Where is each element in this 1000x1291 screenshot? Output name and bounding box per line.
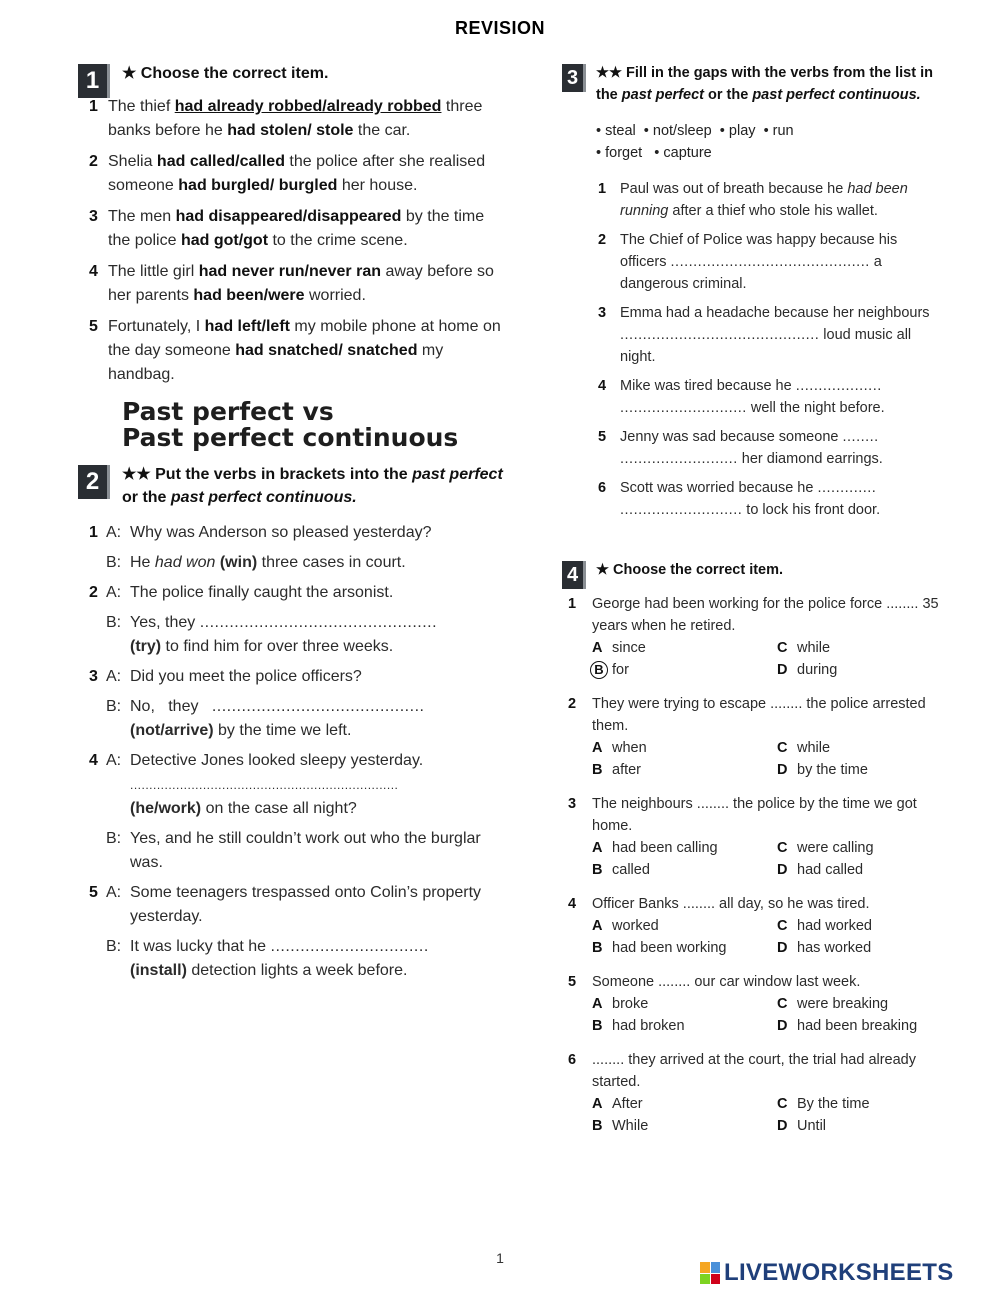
- verb-prompt: (he/work): [130, 800, 202, 817]
- option-text: since: [612, 640, 646, 656]
- list-item: [78, 95, 510, 143]
- verb-list-line: • forget • capture: [596, 145, 712, 161]
- option-a[interactable]: [592, 993, 777, 1015]
- item-text: The Chief of Police was happy because his officers: [620, 232, 898, 270]
- example-answer: had been running: [620, 181, 908, 219]
- option-text: had called: [797, 862, 864, 878]
- exercise-2-heading: [78, 463, 510, 509]
- item-text: The thief: [108, 98, 175, 115]
- page-number: 1: [496, 1250, 504, 1266]
- section-title: [122, 399, 510, 451]
- option-c[interactable]: [777, 637, 947, 659]
- option-d[interactable]: [777, 759, 947, 781]
- question-number: 2: [568, 696, 577, 712]
- item-text: to the crime scene.: [268, 232, 408, 249]
- dialogue-text: Yes, they: [130, 614, 200, 631]
- option-text: had been breaking: [797, 1018, 918, 1034]
- option-text: broke: [612, 996, 649, 1012]
- option-letter: D: [777, 862, 788, 878]
- exercise-4-heading: [562, 559, 944, 586]
- item-number: 1: [89, 98, 98, 115]
- dialogue-line: [78, 551, 510, 575]
- item-number: 5: [89, 884, 98, 901]
- option-d[interactable]: [777, 859, 947, 881]
- dialogue-text: It was lucky that he: [130, 938, 271, 955]
- list-item: [562, 477, 944, 521]
- exercise-3-number-badge: 3: [562, 64, 586, 92]
- option-d[interactable]: [777, 659, 947, 681]
- item-text: Shelia: [108, 153, 157, 170]
- item-number: 6: [598, 480, 607, 496]
- option-c[interactable]: [777, 737, 947, 759]
- verb-prompt: (install): [130, 962, 187, 979]
- exercise-3-heading: [562, 62, 944, 106]
- dialogue-text: detection lights a week before.: [186, 962, 408, 979]
- answer-choice[interactable]: had been/were: [193, 287, 305, 304]
- answer-choice[interactable]: had stolen/ stole: [227, 122, 354, 139]
- option-text: while: [797, 740, 831, 756]
- item-number: 4: [598, 378, 607, 394]
- item-text: a dangerous criminal.: [620, 254, 882, 292]
- question: [562, 971, 944, 1037]
- option-letter: C: [777, 840, 788, 856]
- option-letter: C: [777, 740, 788, 756]
- item-text: Paul was out of breath because he: [620, 181, 848, 197]
- section-title-line: Past perfect continuous: [122, 423, 459, 452]
- answer-blank[interactable]: ........ ..........................: [620, 429, 879, 467]
- answer-choice[interactable]: had never run/never ran: [198, 263, 381, 280]
- speaker-label: B:: [106, 614, 122, 631]
- answer-blank[interactable]: ................................: [270, 938, 429, 955]
- item-text: my mobile phone at home on the day someone: [108, 318, 501, 359]
- item-text: Jenny was sad because someone: [620, 429, 843, 445]
- exercise-3-items: [562, 178, 944, 521]
- option-letter: D: [777, 1118, 788, 1134]
- question-text: They were trying to escape ........ the police arrested them.: [592, 696, 926, 734]
- dialogue-line: [78, 749, 510, 821]
- item-number: 3: [89, 208, 98, 225]
- item-text: her house.: [337, 177, 418, 194]
- option-text: while: [797, 640, 831, 656]
- item-text: after a thief who stole his wallet.: [668, 203, 878, 219]
- list-item: [78, 150, 510, 198]
- answer-blank[interactable]: ................... ............................: [620, 378, 882, 416]
- item-number: 5: [598, 429, 607, 445]
- verb-list: [596, 120, 944, 164]
- answer-choice[interactable]: had called/called: [156, 153, 285, 170]
- speaker-label: B:: [106, 830, 122, 847]
- item-number: 4: [89, 752, 98, 769]
- item-text: The men: [108, 208, 176, 225]
- verb-prompt: (try): [130, 638, 162, 655]
- option-text: had worked: [797, 918, 872, 934]
- verb-prompt: (not/arrive): [130, 722, 214, 739]
- exercise-2-instruction-italic: past perfect: [412, 466, 503, 483]
- dialogue-text: Detective Jones looked sleepy yesterday.: [130, 752, 424, 769]
- dialogue-line: [78, 665, 510, 689]
- question-text: George had been working for the police force ........ 35 years when he retired.: [592, 596, 939, 634]
- answer-blank[interactable]: ............................................: [620, 327, 820, 343]
- verb-prompt: (win): [215, 554, 258, 571]
- list-item: [562, 375, 944, 419]
- dialogue-line: [78, 881, 510, 929]
- option-c[interactable]: [777, 915, 947, 937]
- question-number: 4: [568, 896, 577, 912]
- speaker-label: A:: [106, 584, 122, 601]
- answer-choice[interactable]: had already robbed/already robbed: [174, 98, 442, 115]
- option-letter: D: [777, 762, 788, 778]
- speaker-label: A:: [106, 884, 122, 901]
- option-letter: D: [777, 662, 788, 678]
- list-item: [562, 229, 944, 295]
- list-item: [78, 260, 510, 308]
- exercise-3-instruction: or the: [703, 87, 753, 103]
- dialogue-text: three cases in court.: [257, 554, 406, 571]
- speaker-label: A:: [106, 668, 122, 685]
- option-text: during: [797, 662, 838, 678]
- dialogue-line: [78, 581, 510, 605]
- list-item: [562, 178, 944, 222]
- option-letter: A: [592, 918, 603, 934]
- option-b[interactable]: [592, 859, 777, 881]
- option-b[interactable]: [592, 759, 777, 781]
- option-b[interactable]: [592, 1115, 777, 1137]
- exercise-1-items: [78, 95, 510, 387]
- exercise-1-instruction: ★ Choose the correct item.: [122, 65, 329, 82]
- answer-choice[interactable]: had burgled/ burgled: [178, 177, 338, 194]
- option-letter: A: [592, 740, 603, 756]
- item-number: 2: [89, 584, 98, 601]
- option-letter: A: [592, 840, 603, 856]
- exercise-3-instruction-italic: past perfect continuous.: [752, 87, 921, 103]
- option-a[interactable]: [592, 837, 777, 859]
- dialogue-text: on the case all night?: [201, 800, 357, 817]
- speaker-label: A:: [106, 524, 122, 541]
- option-letter: D: [777, 1018, 788, 1034]
- example-answer: had won: [154, 554, 216, 571]
- question: [562, 793, 944, 881]
- answer-choice[interactable]: had disappeared/disappeared: [175, 208, 402, 225]
- option-text: By the time: [797, 1096, 870, 1112]
- speaker-label: B:: [106, 554, 122, 571]
- liveworksheets-logo-icon: [700, 1262, 720, 1284]
- option-letter: B: [592, 1118, 603, 1134]
- option-a[interactable]: [592, 1093, 777, 1115]
- dialogue-text: No, they: [130, 698, 212, 715]
- dialogue-text: Did you meet the police officers?: [130, 668, 362, 685]
- option-a[interactable]: [592, 915, 777, 937]
- option-text: After: [612, 1096, 643, 1112]
- dialogue-text: He: [130, 554, 155, 571]
- item-number: 3: [89, 668, 98, 685]
- option-d[interactable]: [777, 937, 947, 959]
- dialogue-line: [78, 521, 510, 545]
- dialogue-text: The police finally caught the arsonist.: [130, 584, 394, 601]
- item-text: loud music all night.: [620, 327, 912, 365]
- option-text: had been calling: [612, 840, 718, 856]
- option-a[interactable]: [592, 637, 777, 659]
- option-text: were calling: [797, 840, 874, 856]
- option-text: worked: [612, 918, 659, 934]
- answer-blank[interactable]: ............. ...........................: [620, 480, 877, 518]
- question-number: 5: [568, 974, 577, 990]
- brand-name: LIVEWORKSHEETS: [724, 1259, 954, 1286]
- item-text: the car.: [353, 122, 411, 139]
- item-text: to lock his front door.: [742, 502, 881, 518]
- option-a[interactable]: [592, 737, 777, 759]
- option-text: had been working: [612, 940, 727, 956]
- question: [562, 893, 944, 959]
- option-b[interactable]: [592, 1015, 777, 1037]
- left-column: [78, 62, 510, 989]
- item-number: 2: [89, 153, 98, 170]
- exercise-4-number-badge: 4: [562, 561, 586, 589]
- dialogue-line: [78, 611, 510, 659]
- option-letter: C: [777, 918, 788, 934]
- answer-choice[interactable]: had snatched/ snatched: [235, 342, 418, 359]
- option-letter: B: [592, 1018, 603, 1034]
- answer-blank[interactable]: ................................................: [199, 614, 438, 631]
- option-text: by the time: [797, 762, 868, 778]
- exercise-4-instruction: ★ Choose the correct item.: [596, 562, 784, 578]
- item-number: 2: [598, 232, 607, 248]
- option-letter: B: [592, 940, 603, 956]
- item-number: 1: [89, 524, 98, 541]
- exercise-3-instruction-italic: past perfect: [621, 87, 704, 103]
- list-item: [78, 205, 510, 253]
- dialogue-text: Yes, and he still couldn’t work out who the burglar was.: [130, 830, 481, 871]
- question: [562, 593, 944, 681]
- exercise-3-instruction: ★★ Fill in the gaps with the verbs from the list in the: [596, 65, 933, 103]
- exercise-2-instruction-italic: past perfect continuous.: [170, 489, 357, 506]
- option-text: While: [612, 1118, 649, 1134]
- option-letter: C: [777, 996, 788, 1012]
- item-text: Fortunately, I: [108, 318, 205, 335]
- item-text: three banks before he: [108, 98, 483, 139]
- option-b-selected[interactable]: [592, 659, 777, 681]
- question: [562, 693, 944, 781]
- item-text: worried.: [304, 287, 366, 304]
- option-letter: C: [777, 1096, 788, 1112]
- option-b[interactable]: [592, 937, 777, 959]
- item-text: The little girl: [108, 263, 199, 280]
- answer-choice[interactable]: had got/got: [180, 232, 269, 249]
- question-number: 3: [568, 796, 577, 812]
- right-column: [562, 62, 944, 1137]
- list-item: [562, 302, 944, 368]
- option-text: for: [612, 662, 629, 678]
- option-letter: C: [777, 640, 788, 656]
- item-text: my handbag.: [108, 342, 444, 383]
- option-text: called: [612, 862, 650, 878]
- option-letter-circled: B: [590, 661, 608, 679]
- item-text: away before so her parents: [108, 263, 494, 304]
- dialogue-text: Why was Anderson so pleased yesterday?: [130, 524, 432, 541]
- dialogue-line: [78, 695, 510, 743]
- exercise-2-instruction: ★★ Put the verbs in brackets into the: [122, 466, 413, 483]
- question-text: Someone ........ our car window last week.: [592, 974, 861, 990]
- speaker-label: B:: [106, 938, 122, 955]
- question-text: ........ they arrived at the court, the trial had already started.: [592, 1052, 916, 1090]
- question: [562, 1049, 944, 1137]
- dialogue-line: [78, 827, 510, 875]
- item-text: by the time the police: [108, 208, 485, 249]
- dialogue-text: Some teenagers trespassed onto Colin’s property yesterday.: [130, 884, 482, 925]
- list-item: [562, 426, 944, 470]
- item-text: Scott was worried because he: [620, 480, 818, 496]
- exercise-2-number-badge: 2: [78, 465, 110, 499]
- option-text: after: [612, 762, 642, 778]
- option-text: has worked: [797, 940, 872, 956]
- option-text: when: [612, 740, 647, 756]
- option-d[interactable]: [777, 1115, 947, 1137]
- option-letter: B: [592, 762, 603, 778]
- item-text: the police after she realised someone: [108, 153, 486, 194]
- exercise-4-questions: [562, 593, 944, 1137]
- option-c[interactable]: [777, 993, 947, 1015]
- speaker-label: A:: [106, 752, 122, 769]
- option-text: were breaking: [797, 996, 889, 1012]
- dialogue-text: by the time we left.: [213, 722, 352, 739]
- answer-blank[interactable]: ............................................: [670, 254, 870, 270]
- option-c[interactable]: [777, 837, 947, 859]
- exercise-2-dialogues: [78, 521, 510, 983]
- answer-choice[interactable]: had left/left: [204, 318, 290, 335]
- question-number: 6: [568, 1052, 577, 1068]
- page-title: REVISION: [454, 18, 546, 38]
- dialogue-text: to find him for over three weeks.: [161, 638, 394, 655]
- option-letter: B: [592, 862, 603, 878]
- item-text: well the night before.: [746, 400, 885, 416]
- item-text: Emma had a headache because her neighbours: [620, 305, 930, 321]
- list-item: [78, 315, 510, 387]
- item-text: Mike was tired because he: [620, 378, 796, 394]
- option-letter: A: [592, 640, 603, 656]
- section-title-line: Past perfect vs: [122, 397, 334, 426]
- item-number: 4: [89, 263, 98, 280]
- item-text: her diamond earrings.: [737, 451, 883, 467]
- exercise-1-number-badge: 1: [78, 64, 110, 98]
- question-number: 1: [568, 596, 577, 612]
- speaker-label: B:: [106, 698, 122, 715]
- question-text: The neighbours ........ the police by the time we got home.: [592, 796, 917, 834]
- exercise-2-instruction: or the: [122, 489, 171, 506]
- option-d[interactable]: [777, 1015, 947, 1037]
- option-letter: D: [777, 940, 788, 956]
- option-c[interactable]: [777, 1093, 947, 1115]
- answer-blank[interactable]: ...........................................: [211, 698, 425, 715]
- brand-logo[interactable]: [700, 1258, 954, 1288]
- option-letter: A: [592, 1096, 603, 1112]
- option-letter: A: [592, 996, 603, 1012]
- verb-list-line: • steal • not/sleep • play • run: [596, 123, 794, 139]
- item-number: 5: [89, 318, 98, 335]
- option-text: Until: [797, 1118, 827, 1134]
- item-number: 3: [598, 305, 607, 321]
- answer-blank[interactable]: ......................................................................: [130, 778, 399, 792]
- exercise-1-heading: [78, 62, 510, 94]
- option-text: had broken: [612, 1018, 685, 1034]
- question-text: Officer Banks ........ all day, so he was tired.: [592, 896, 870, 912]
- item-number: 1: [598, 181, 607, 197]
- dialogue-line: [78, 935, 510, 983]
